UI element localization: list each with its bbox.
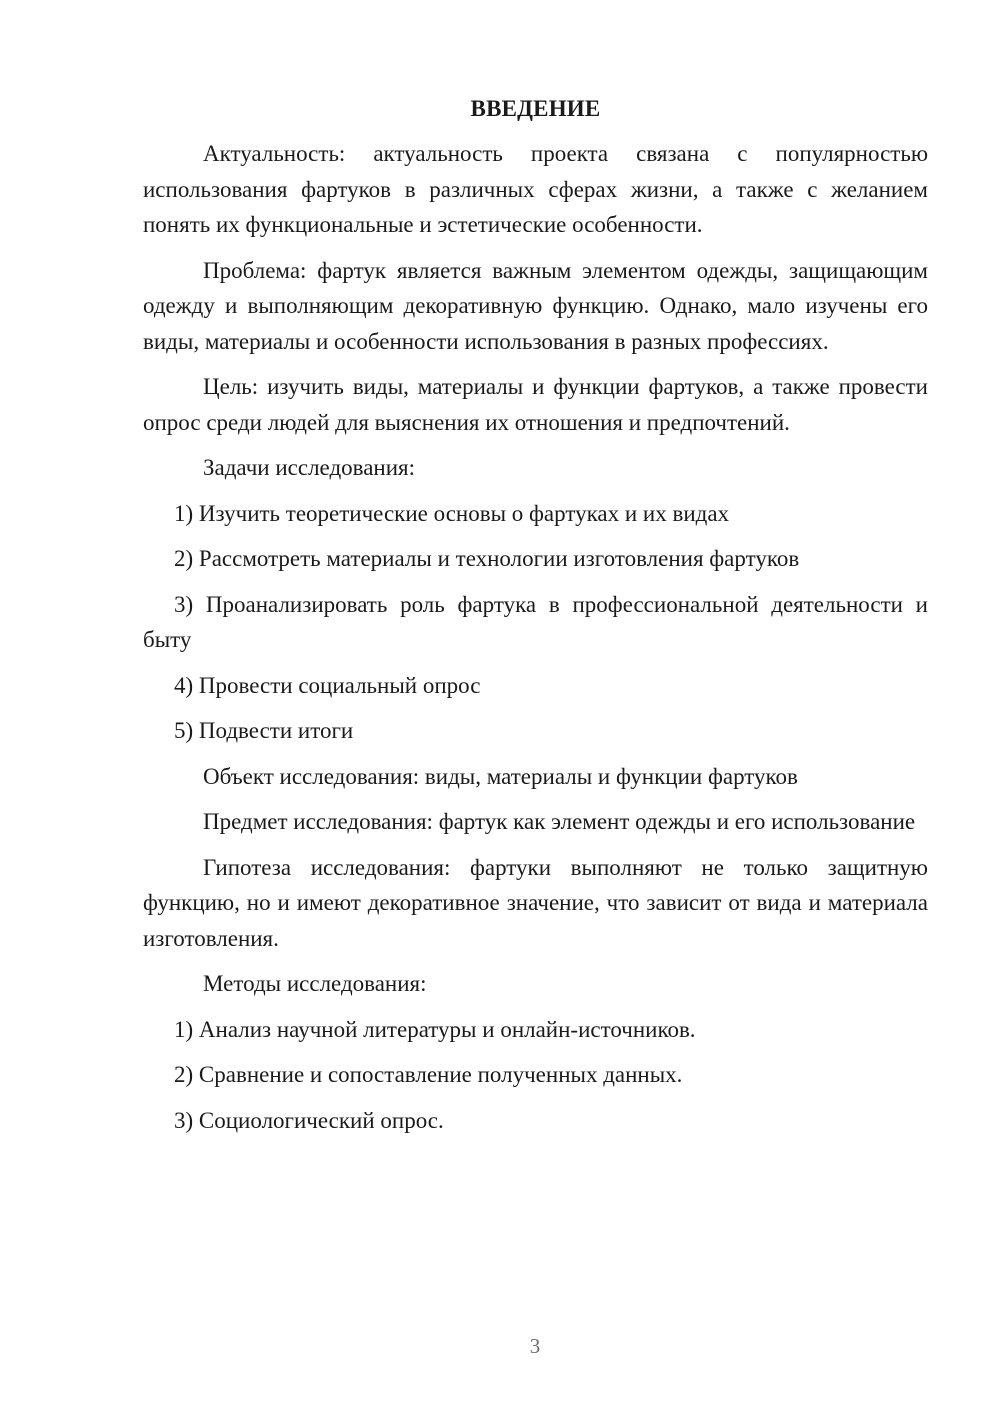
hypothesis-paragraph: Гипотеза исследования: фартуки выполняют не только защитную функцию, но и имеют декоративное значение, что зависит от вида и материала изготовления.: [143, 854, 928, 951]
method-item: 1) Анализ научной литературы и онлайн-источников.: [174, 1016, 696, 1042]
method-item: 2) Сравнение и сопоставление полученных данных.: [174, 1062, 683, 1087]
page-content: [143, 94, 928, 1148]
object-paragraph: Объект исследования: виды, материалы и функции фартуков: [203, 763, 798, 789]
page-number: 3: [529, 1334, 541, 1358]
task-item: 4) Провести социальный опрос: [174, 672, 481, 698]
relevance-paragraph: Актуальность: актуальность проекта связана с популярностью использования фартуков в различных сферах жизни, а также с желанием понять их функциональные и эстетические особенности.: [143, 141, 928, 237]
section-title: ВВЕДЕНИЕ: [470, 96, 601, 121]
task-item: 2) Рассмотреть материалы и технологии изготовления фартуков: [174, 546, 800, 571]
subject-paragraph: Предмет исследования: фартук как элемент одежды и его использование: [203, 809, 916, 834]
tasks-heading: Задачи исследования:: [203, 455, 416, 480]
task-item: 3) Проанализировать роль фартука в профессиональной деятельности и быту: [143, 591, 928, 652]
problem-paragraph: Проблема: фартук является важным элементом одежды, защищающим одежду и выполняющим декоративную функцию. Однако, мало изучены его виды, материалы и особенности использования в разных профессиях.: [143, 257, 928, 354]
goal-paragraph: Цель: изучить виды, материалы и функции фартуков, а также провести опрос среди людей для выяснения их отношения и предпочтений.: [143, 374, 928, 435]
methods-heading: Методы исследования:: [203, 971, 427, 996]
task-item: 1) Изучить теоретические основы о фартуках и их видах: [174, 500, 730, 526]
method-item: 3) Социологический опрос.: [174, 1107, 444, 1133]
task-item: 5) Подвести итоги: [174, 718, 354, 743]
